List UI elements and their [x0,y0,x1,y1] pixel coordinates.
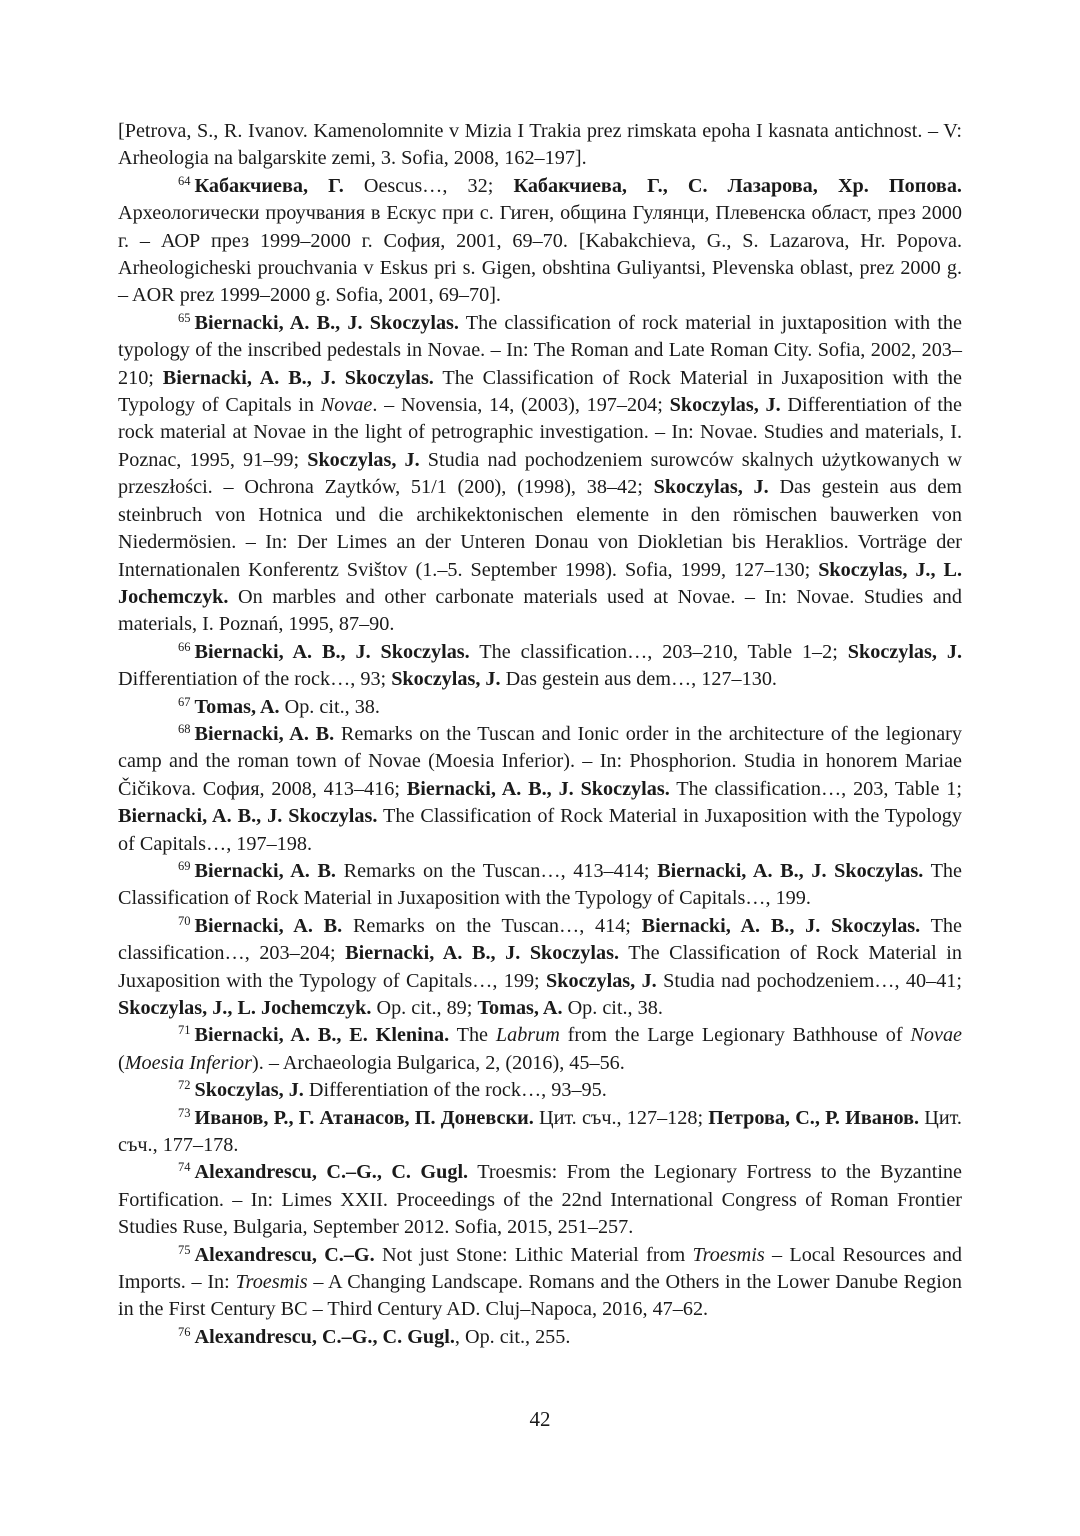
footnote-66 [118,639,962,694]
citation-text: Op. cit., 38. [279,695,380,718]
citation-text: Цит. съч., 127–128; [533,1106,709,1129]
citation-text: Цит. съч., 177–178. [118,1106,962,1157]
footnote-65 [118,310,962,639]
citation-author: Biernacki, A. B., J. Skoczylas. [657,859,924,882]
footnote-number: 69 [178,858,191,873]
citation-text: Not just Stone: Lithic Material from [374,1243,693,1266]
footnote-number: 76 [178,1324,191,1339]
citation-text: Remarks on the Tuscan and Ionic order in the architecture of the legionary camp and the roman town of Novae (Moesia Inferior). – In: Phosphorion. Studia in honorem Mariae Čičikova. София, 2008, 413–416; [118,722,962,800]
citation-author: Кабакчиева, Г., С. Лазарова, Хр. Попова. [513,174,962,197]
citation-text: On marbles and other carbonate materials used at Novae. – In: Novae. Studies and materials, I. Poznań, 1995, 87–90. [118,585,962,636]
citation-text: Differentiation of the rock material at Novae in the light of petrographic investigation. – In: Novae. Studies and materials, I. Poznac, 1995, 91–99; [118,394,962,471]
citation-author: Biernacki, A. B. [194,914,343,937]
italic-term: Troesmis [692,1243,765,1266]
citation-author: Biernacki, A. B., J. Skoczylas. [194,311,459,334]
footnote-number: 72 [178,1078,191,1093]
footnote-continuation [118,118,962,173]
citation-author: Biernacki, A. B., J. Skoczylas. [118,805,378,828]
citation-text: ( [118,1051,125,1074]
footnote-74 [118,1159,962,1241]
citation-text: The classification…, 203, Table 1; [669,777,962,800]
footnote-number: 75 [178,1242,191,1257]
citation-author: Biernacki, A. B., E. Klenina. [194,1024,450,1047]
citation-text: Археологически проучвания в Ескус при с. Гиген, община Гулянци, Плевенска област, през 2000 г. – АОР през 1999–2000 г. София, 2001, 69–70. [Kabakchieva, G., S. Lazarova, Hr. Popova. Arheologicheski prouchvania v Eskus pri s. Gigen, obshtina Guliyantsi, Plevenska oblast, prez 2000 g. – AOR prez 1999–2000 g. Sofia, 2001, 69–70]. [118,202,962,307]
citation-author: Biernacki, A. B., J. Skoczylas. [162,366,434,389]
citation-text: Das gestein aus dem steinbruch von Hotnica und die archikektonischen elemente in den römischen bauwerken von Niedermösien. – In: Der Limes an der Unteren Donau von Diokletian bis Heraklios. Vorträge der Internationalen Konferentz Svištov (1.–5. September 1998). Sofia, 1999, 127–130; [118,476,962,581]
footnote-number: 68 [178,721,191,736]
footnote-75 [118,1242,962,1324]
footnote-72 [118,1077,962,1104]
citation-text: The [449,1024,496,1047]
citation-author: Alexandrescu, C.–G. [194,1243,375,1266]
citation-text: Remarks on the Tuscan…, 413–414; [335,859,658,882]
footnote-64 [118,173,962,310]
citation-author: Кабакчиева, Г. [194,174,344,197]
citation-author: Skoczylas, J. [391,668,501,691]
footnote-68 [118,721,962,858]
footnotes-block [118,118,962,1351]
citation-text: – Local Resources and Imports. – In: [118,1243,963,1294]
citation-author: Skoczylas, J. [546,969,657,992]
citation-text: The classification…, 203–204; [118,914,962,965]
citation-author: Biernacki, A. B. [194,859,336,882]
citation-author: Петрова, С., Р. Иванов. [708,1106,920,1129]
citation-author: Biernacki, A. B. [194,722,335,745]
citation-text: , Op. cit., 255. [454,1325,571,1348]
citation-author: Biernacki, A. B., J. Skoczylas. [406,777,670,800]
citation-author: Skoczylas, J. [307,448,420,471]
footnote-number: 74 [178,1160,191,1175]
citation-author: Alexandrescu, C.–G., C. Gugl. [194,1161,469,1184]
citation-author: Tomas, A. [477,997,563,1019]
italic-term: Novae [320,394,373,417]
footnote-67 [118,694,962,721]
citation-author: Biernacki, A. B., J. Skoczylas. [194,640,470,663]
footnote-73 [118,1105,962,1160]
citation-text: Studia nad pochodzeniem…, 40–41; [656,969,962,992]
citation-author: Biernacki, A. B., J. Skoczylas. [345,942,619,965]
citation-text: Differentiation of the rock…, 93; [118,668,392,691]
citation-author: Biernacki, A. B., J. Skoczylas. [641,914,921,937]
footnote-70 [118,913,962,1023]
footnote-number: 67 [178,694,191,709]
italic-term: Moesia Inferior [124,1051,253,1074]
citation-text: Op. cit., 38. [562,997,663,1019]
footnote-number: 70 [178,913,191,928]
citation-text: from the Large Legionary Bathhouse of [559,1024,911,1047]
citation-text: The Classification of Rock Material in Juxaposition with the Typology of Capitals in [118,366,962,417]
citation-author: Skoczylas, J. [847,640,962,663]
footnote-number: 71 [178,1023,191,1038]
citation-author: Skoczylas, J. [669,394,781,417]
footnote-number: 64 [178,173,191,188]
citation-text: [Petrova, S., R. Ivanov. Kamenolomnite v Mizia I Trakia prez rimskata epoha I kasnata antichnost. – V: Arheologia na balgarskite zemi, 3. Sofia, 2008, 162–197]. [118,120,962,170]
citation-author: Skoczylas, J. [194,1079,304,1102]
citation-text: Differentiation of the rock…, 93–95. [303,1079,607,1102]
citation-text: Oescus…, 32; [343,174,514,197]
citation-author: Tomas, A. [194,695,280,718]
footnote-71 [118,1022,962,1077]
footnote-number: 66 [178,639,191,654]
footnote-number: 73 [178,1105,191,1120]
citation-text: Op. cit., 89; [371,997,478,1019]
citation-text: The classification of rock material in juxtaposition with the typology of the inscribed pedestals in Novae. – In: The Roman and Late Roman City. Sofia, 2002, 203–210; [118,311,962,389]
citation-author: Skoczylas, J., L. Jochemczyk. [118,997,372,1019]
citation-text: – A Changing Landscape. Romans and the Others in the Lower Danube Region in the First Century BC – Third Century AD. Cluj–Napoca, 2016, 47–62. [118,1271,962,1321]
citation-author: Skoczylas, J. [653,476,769,499]
italic-term: Labrum [495,1024,560,1047]
citation-text: Studia nad pochodzeniem surowców skalnych użytkowanych w przeszłości. – Ochrona Zaytków, 51/1 (200), (1998), 38–42; [118,448,963,499]
citation-text: . – Novensia, 14, (2003), 197–204; [372,394,670,417]
citation-author: Alexandrescu, C.–G., C. Gugl. [194,1325,455,1348]
citation-text: Troesmis: From the Legionary Fortress to the Byzantine Fortification. – In: Limes XXII. Proceedings of the 22nd International Congress of Roman Frontier Studies Ruse, Bulgaria, September 2012. Sofia, 2015, 251–257. [118,1161,962,1239]
page-number: 42 [529,1407,551,1431]
footnote-76 [118,1324,962,1351]
italic-term: Troesmis [235,1271,308,1294]
citation-author: Skoczylas, J., L. Jochemczyk. [118,558,963,608]
citation-text: Das gestein aus dem…, 127–130. [500,668,777,691]
italic-term: Novae [910,1024,962,1047]
citation-text: Remarks on the Tuscan…, 414; [342,914,642,937]
citation-text: The Classification of Rock Material in Juxaposition with the Typology of Capitals…, 199. [118,859,962,910]
citation-author: Иванов, Р., Г. Атанасов, П. Доневски. [194,1106,534,1129]
citation-text: ). – Archaeologia Bulgarica, 2, (2016), 45–56. [252,1051,625,1074]
citation-text: The Classification of Rock Material in Juxaposition with the Typology of Capitals…, 197–198. [118,805,962,855]
citation-text: The classification…, 203–210, Table 1–2; [469,640,848,663]
footnote-69 [118,858,962,913]
citation-text: The Classification of Rock Material in Juxaposition with the Typology of Capitals…, 199; [118,942,962,992]
footnote-number: 65 [178,310,191,325]
